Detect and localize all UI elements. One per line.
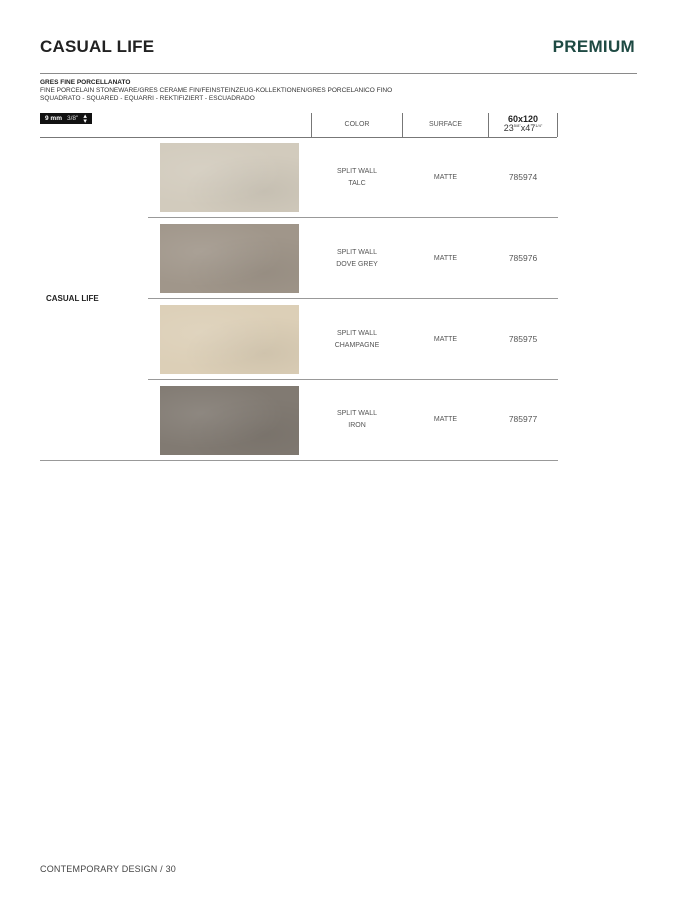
header-surface: SURFACE [428, 121, 463, 128]
material-translations: FINE PORCELAIN STONEWARE/GRES CERAME FIN/FEINSTEINZEUG-KOLLEKTIONEN/GRES PORCELANICO FINO [40, 87, 393, 94]
table-header-rule [40, 137, 557, 138]
table-row-code: 785974 [508, 172, 538, 182]
table-row-color: SPLIT WALL CHAMPAGNE [334, 330, 380, 349]
table-row-color: SPLIT WALL DOVE GREY [336, 249, 378, 268]
row-divider [148, 298, 558, 299]
thickness-arrow-icon: ▴ ▾ [83, 112, 87, 125]
table-row-code: 785977 [508, 414, 538, 424]
table-row-surface: MATTE [433, 255, 458, 262]
size-cm: 60x120 [507, 114, 539, 124]
table-bottom-rule [40, 460, 558, 461]
table-row-color: SPLIT WALL TALC [336, 168, 378, 187]
table-row-surface: MATTE [433, 174, 458, 181]
thickness-inch: 3/8" [66, 115, 79, 122]
row-divider [148, 379, 558, 380]
size-inch: $23^{5/8"}x47^{1/4"}$ [503, 123, 543, 133]
brand-label: PREMIUM [552, 37, 635, 56]
page-title: CASUAL LIFE [40, 37, 155, 56]
collection-name: CASUAL LIFE [46, 294, 99, 303]
tile-swatch-dove-grey [160, 224, 299, 293]
header-divider [40, 73, 637, 74]
tile-swatch-iron [160, 386, 299, 455]
tile-swatch-champagne [160, 305, 299, 374]
header-size [488, 114, 558, 133]
material-edge-type: SQUADRATO - SQUARED - EQUARRI - REKTIFIZIERT - ESCUADRADO [40, 95, 255, 102]
row-divider [148, 217, 558, 218]
material-title: GRES FINE PORCELLANATO [40, 79, 131, 86]
table-row-surface: MATTE [433, 416, 458, 423]
page-footer: CONTEMPORARY DESIGN / 30 [40, 864, 176, 874]
header-color: COLOR [344, 121, 370, 128]
table-row-surface: MATTE [433, 336, 458, 343]
material-description [40, 79, 392, 103]
tile-swatch-talc [160, 143, 299, 212]
thickness-badge [40, 113, 92, 124]
table-row-color: SPLIT WALL IRON [336, 410, 378, 429]
table-row-code: 785975 [508, 334, 538, 344]
table-row-code: 785976 [508, 253, 538, 263]
thickness-mm: 9 mm [45, 115, 62, 122]
